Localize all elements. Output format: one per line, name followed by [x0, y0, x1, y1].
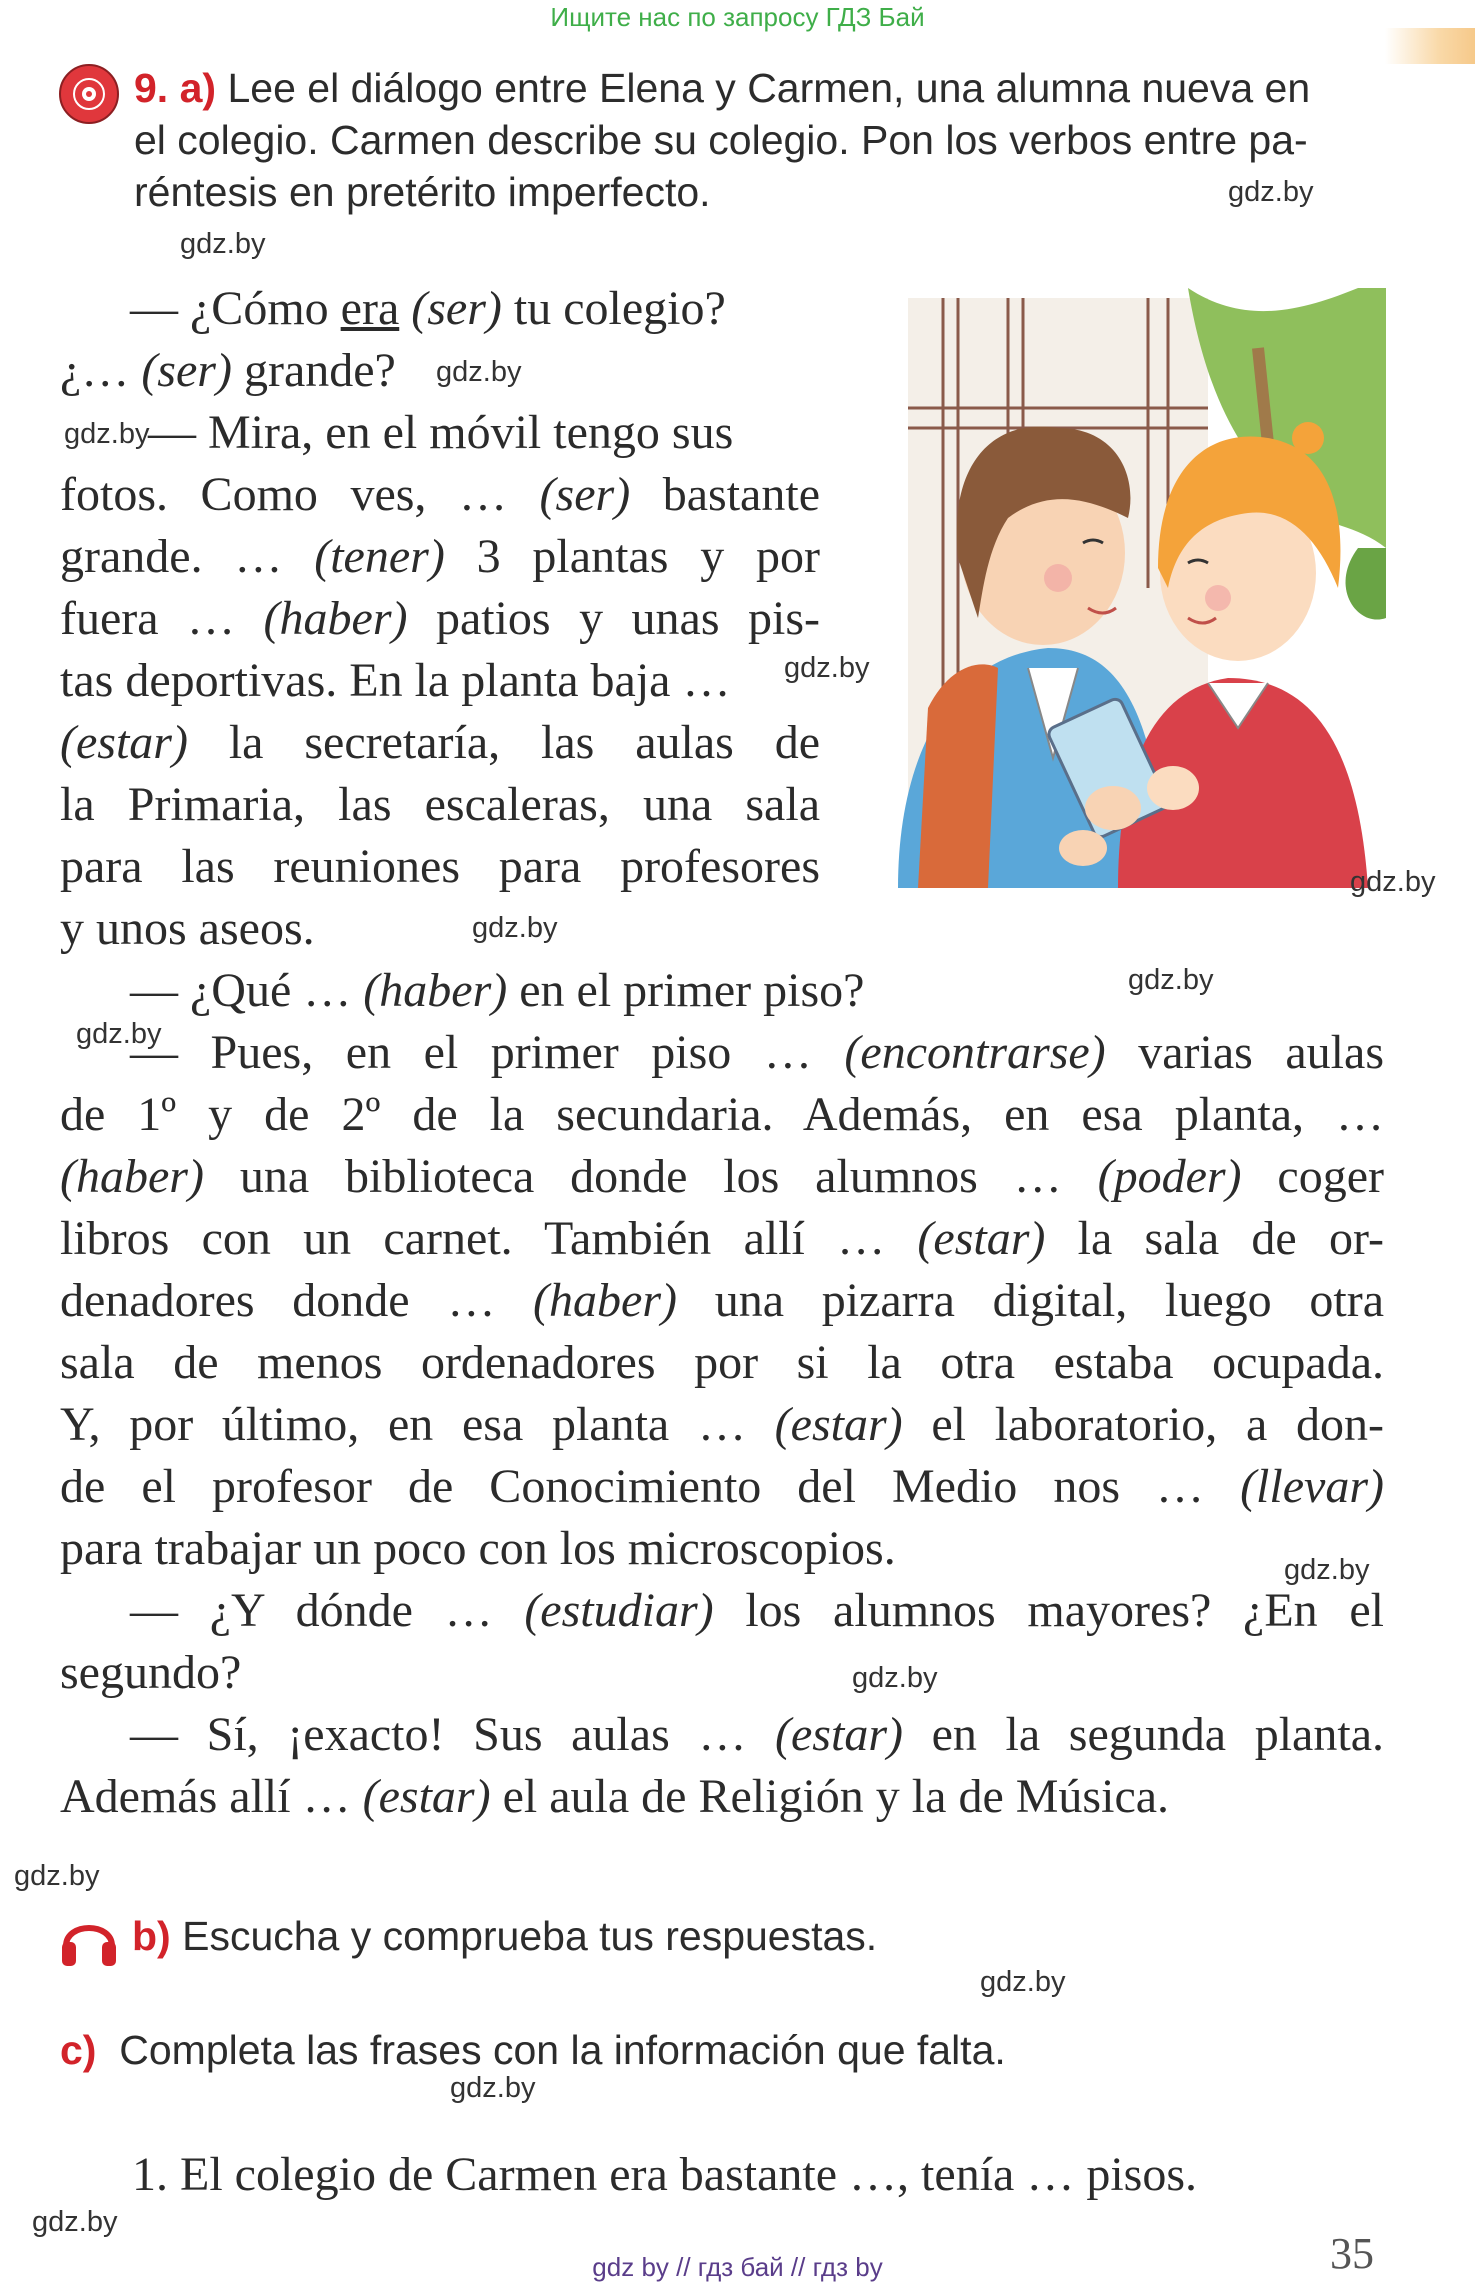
watermark: gdz.by	[472, 912, 558, 944]
exercise-9a-instructions	[134, 62, 1384, 218]
dialogue-line: para trabajar un poco con los microscopios.	[60, 1522, 896, 1575]
instruction-line: el colegio. Carmen describe su colegio. Pon los verbos entre pa-	[134, 117, 1308, 163]
top-banner[interactable]: Ищите нас по запросу ГДЗ Бай	[550, 2, 925, 32]
exercise-number: 9.	[134, 65, 169, 111]
dialogue-line: fotos. Como ves, … (ser) bastante	[60, 468, 821, 521]
watermark: gdz.by	[784, 652, 870, 684]
dialogue-line: de el profesor de Conocimiento del Medio nos … (llevar)	[60, 1460, 1384, 1513]
dialogue-line: — ¿Cómo era (ser) tu colegio?	[130, 282, 726, 335]
watermark: gdz.by	[852, 1662, 938, 1694]
headphones-icon[interactable]	[58, 1908, 120, 1970]
watermark: gdz.by	[1350, 866, 1436, 898]
dialogue-line: (haber) una biblioteca donde los alumnos … (poder) coger	[60, 1150, 1384, 1203]
dialogue-line: Y, por último, en esa planta … (estar) el laboratorio, a don-	[60, 1398, 1385, 1451]
watermark: gdz.by	[76, 1018, 162, 1050]
dialogue-line: denadores donde … (haber) una pizarra digital, luego otra	[60, 1274, 1384, 1327]
dialogue-line: Además allí … (estar) el aula de Religión y la de Música.	[60, 1770, 1170, 1823]
dialogue-part-2	[60, 960, 1384, 1828]
footer-links[interactable]: gdz by // гдз бай // гдз by	[592, 2252, 883, 2282]
watermark: gdz.by	[1128, 964, 1214, 996]
cd-disc-icon[interactable]	[58, 63, 120, 125]
dialogue-line: fuera … (haber) patios y unas pis-	[60, 592, 821, 645]
watermark: gdz.by	[32, 2206, 118, 2238]
dialogue-line: — Mira, en el móvil tengo sus	[148, 406, 734, 459]
watermark: gdz.by	[450, 2072, 536, 2104]
dialogue-line: sala de menos ordenadores por si la otra estaba ocupada.	[60, 1336, 1384, 1389]
dialogue-line: la Primaria, las escaleras, una sala	[60, 778, 820, 831]
part-c-letter: c)	[60, 2027, 97, 2073]
dialogue-line: — Sí, ¡exacto! Sus aulas … (estar) en la segunda planta.	[130, 1708, 1385, 1761]
exercise-9c-sentence-1: 1. El colegio de Carmen era bastante …, tenía … pisos.	[132, 2148, 1198, 2201]
dialogue-line: — ¿Y dónde … (estudiar) los alumnos mayores? ¿En el	[130, 1584, 1384, 1637]
watermark: gdz.by	[436, 356, 522, 388]
instruction-line: réntesis en pretérito imperfecto.	[134, 169, 711, 215]
watermark: gdz.by	[1284, 1554, 1370, 1586]
dialogue-line: y unos aseos.	[60, 902, 315, 955]
dialogue-line: — Pues, en el primer piso … (encontrarse) varias aulas	[130, 1026, 1384, 1079]
dialogue-line: (estar) la secretaría, las aulas de	[60, 716, 820, 769]
watermark: gdz.by	[980, 1966, 1066, 1998]
dialogue-line: para las reuniones para profesores	[60, 840, 820, 893]
illustration-two-girls	[888, 288, 1386, 888]
dialogue-line: — ¿Qué … (haber) en el primer piso?	[130, 964, 865, 1017]
part-a-letter: a)	[179, 65, 217, 111]
dialogue-line: grande. … (tener) 3 plantas y por	[60, 530, 820, 583]
dialogue-line: libros con un carnet. También allí … (estar) la sala de or-	[60, 1212, 1384, 1265]
dialogue-line: segundo?	[60, 1646, 242, 1699]
watermark: gdz.by	[14, 1860, 100, 1892]
dialogue-line: tas deportivas. En la planta baja …	[60, 654, 731, 707]
watermark: gdz.by	[64, 418, 150, 450]
dialogue-line: ¿… (ser) grande?	[60, 344, 396, 397]
exercise-9b-instructions: b) Escucha y comprueba tus respuestas.	[132, 1913, 878, 1959]
part-b-letter: b)	[132, 1913, 171, 1959]
page-number: 35	[1330, 2229, 1374, 2278]
instruction-line: Lee el diálogo entre Elena y Carmen, una alumna nueva en	[227, 65, 1311, 111]
corner-tab-decoration	[1385, 28, 1475, 64]
exercise-9c-instructions: c) Completa las frases con la información que falta.	[60, 2027, 1006, 2073]
watermark: gdz.by	[1228, 176, 1314, 208]
watermark: gdz.by	[180, 228, 266, 260]
dialogue-line: de 1º y de 2º de la secundaria. Además, en esa planta, …	[60, 1088, 1384, 1141]
